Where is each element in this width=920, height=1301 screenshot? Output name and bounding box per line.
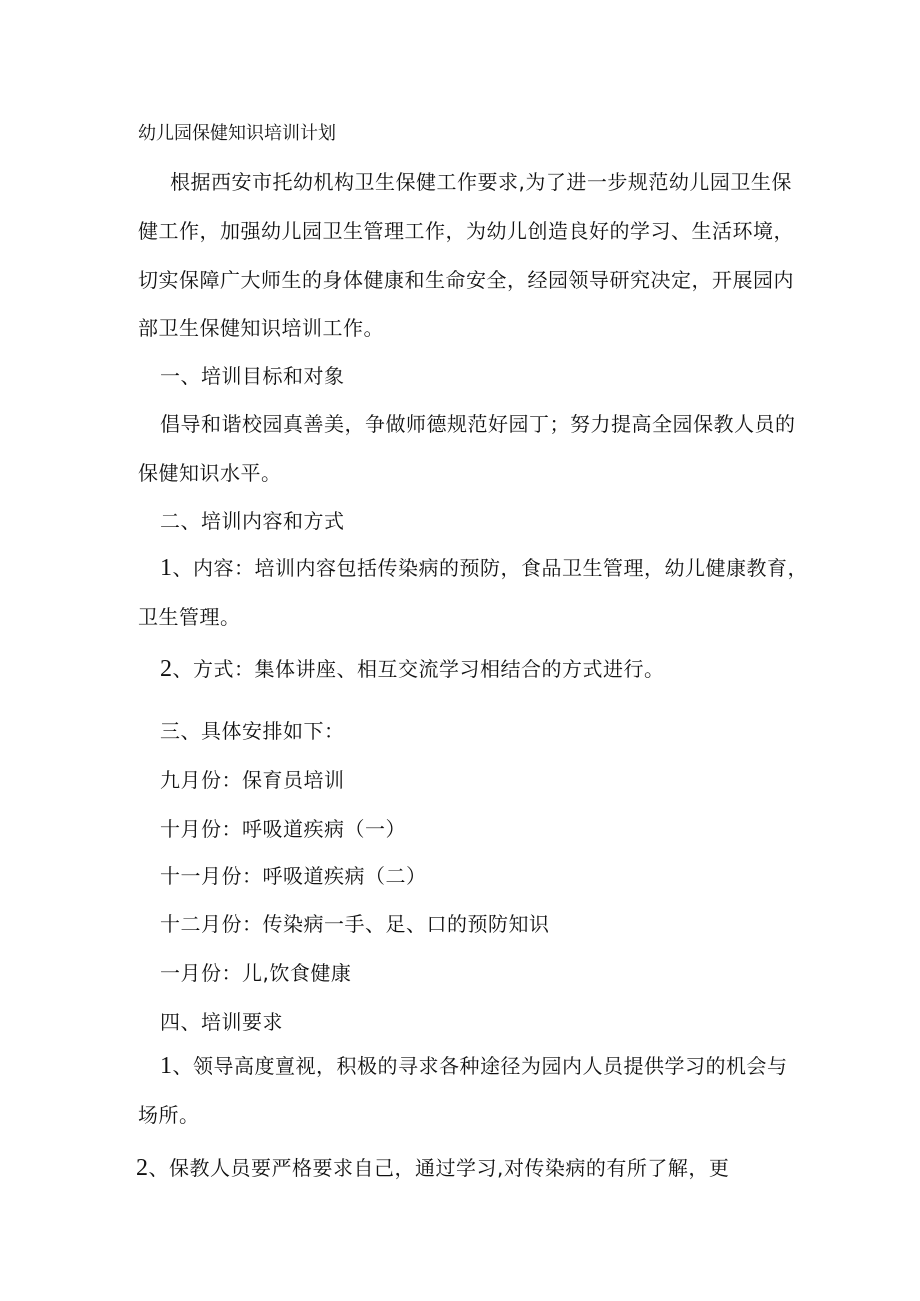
section-4-item-1 [160, 1054, 788, 1078]
section-1-line-2: 保健知识水平。 [138, 461, 282, 485]
section-2-heading: 二、培训内容和方式 [160, 509, 345, 533]
list-text: 、保教人员要严格要求自己，通过学习,对传染病的有所了解，更 [148, 1156, 730, 1180]
document-title: 幼儿园保健知识培训计划 [138, 123, 336, 144]
section-2-item-1 [160, 556, 808, 580]
schedule-item-3: 十一月份：呼吸道疾病（二） [160, 864, 427, 888]
intro-line-3: 切实保障广大师生的身体健康和生命安全，经园领导研究决定，开展园内 [138, 268, 794, 292]
list-number: 2 [136, 1155, 149, 1181]
schedule-item-5: 一月份：儿,饮食健康 [160, 961, 352, 985]
section-4-item-1-cont: 场所。 [138, 1103, 200, 1127]
section-3-heading: 三、具体安排如下： [160, 719, 345, 743]
section-4-item-2 [136, 1156, 729, 1180]
intro-line-1: 根据西安市托幼机构卫生保健工作要求,为了进一步规范幼儿园卫生保 [170, 170, 792, 194]
section-2-item-2 [160, 657, 665, 681]
schedule-item-2: 十月份：呼吸道疾病（一） [160, 817, 406, 841]
intro-line-4: 部卫生保健知识培训工作。 [138, 316, 384, 340]
section-2-item-1-cont: 卫生管理。 [138, 605, 241, 629]
list-text: 、领导高度亶视，积极的寻求各种途径为园内人员提供学习的机会与 [172, 1054, 788, 1078]
list-number: 2 [160, 656, 173, 682]
list-text: 、方式：集体讲座、相互交流学习相结合的方式进行。 [172, 657, 665, 681]
list-number: 1 [160, 555, 173, 581]
schedule-item-4: 十二月份：传染病一手、足、口的预防知识 [160, 912, 550, 936]
section-1-heading: 一、培训目标和对象 [160, 364, 345, 388]
list-text: 、内容：培训内容包括传染病的预防，食品卫生管理，幼儿健康教育， [172, 556, 808, 580]
section-4-heading: 四、培训要求 [160, 1010, 283, 1034]
section-1-line-1: 倡导和谐校园真善美，争做师德规范好园丁；努力提高全园保教人员的 [160, 412, 796, 436]
list-number: 1 [160, 1053, 173, 1079]
intro-line-2: 健工作，加强幼儿园卫生管理工作，为幼儿创造良好的学习、生活环境， [138, 219, 794, 243]
schedule-item-1: 九月份：保育员培训 [160, 768, 345, 792]
